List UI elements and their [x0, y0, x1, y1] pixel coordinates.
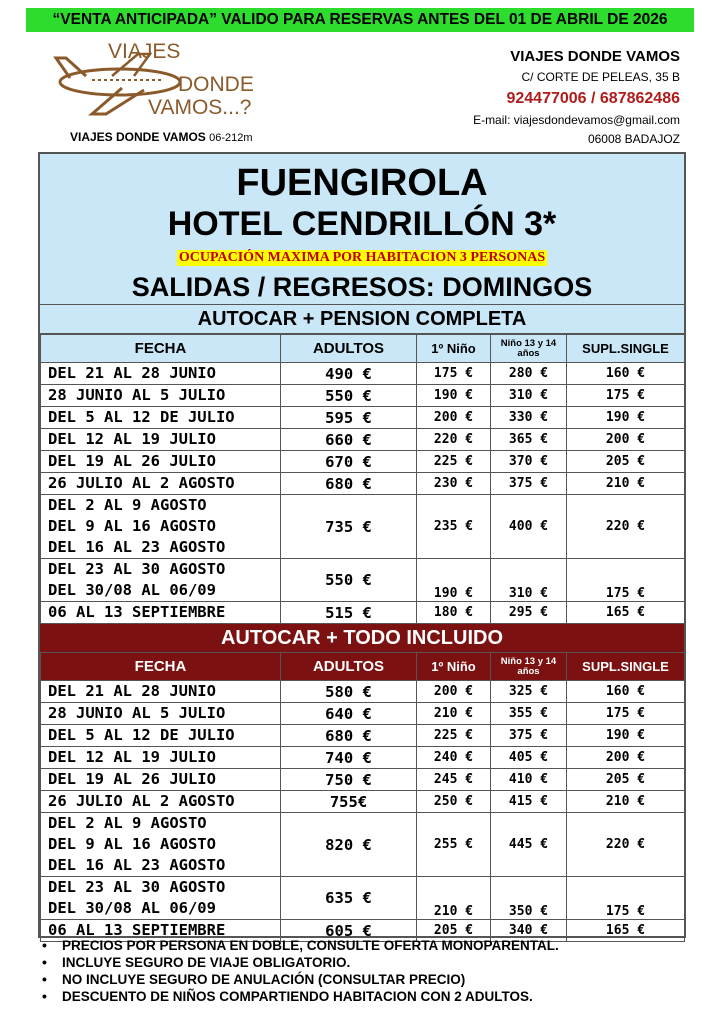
table-row — [41, 559, 685, 602]
date-cell — [41, 363, 281, 385]
table-row — [41, 725, 685, 747]
col-fecha: FECHA — [41, 335, 281, 363]
price-cell-adultos: 735 € — [281, 495, 417, 559]
table-row — [41, 813, 685, 877]
price-cell-adultos: 680 € — [281, 473, 417, 495]
price-cell-adultos: 750 € — [281, 769, 417, 791]
date-line: DEL 23 AL 30 AGOSTO — [48, 878, 226, 896]
price-cell-adultos: 635 € — [281, 877, 417, 920]
date-line: DEL 2 AL 9 AGOSTO — [48, 496, 207, 514]
price-cell-single: 175 € — [567, 385, 685, 407]
price-cell-nino13: 340 € — [491, 920, 567, 942]
rows-todo-incluido — [41, 681, 685, 942]
price-cell-nino1: 200 € — [417, 681, 491, 703]
price-cell-adultos: 740 € — [281, 747, 417, 769]
price-cell-nino13: 400 € — [491, 495, 567, 559]
price-cell-single: 200 € — [567, 429, 685, 451]
date-line: 06 AL 13 SEPTIEMBRE — [48, 921, 226, 939]
col-nino13: Niño 13 y 14 años — [491, 335, 567, 363]
price-cell-single: 205 € — [567, 769, 685, 791]
date-line: DEL 16 AL 23 AGOSTO — [48, 856, 226, 874]
price-cell-nino1: 200 € — [417, 407, 491, 429]
date-cell — [41, 429, 281, 451]
price-cell-single: 165 € — [567, 920, 685, 942]
agency-subtitle — [70, 130, 253, 144]
price-cell-single: 220 € — [567, 495, 685, 559]
date-line: 06 AL 13 SEPTIEMBRE — [48, 603, 226, 621]
price-cell-adultos: 670 € — [281, 451, 417, 473]
table-row — [41, 747, 685, 769]
price-cell-nino1: 240 € — [417, 747, 491, 769]
table-row — [41, 407, 685, 429]
contact-address: C/ CORTE DE PELEAS, 35 B — [521, 70, 680, 84]
price-cell-single: 175 € — [567, 559, 685, 602]
date-line: DEL 21 AL 28 JUNIO — [48, 364, 216, 382]
agency-subtitle-name: VIAJES DONDE VAMOS — [70, 130, 206, 144]
price-cell-adultos: 680 € — [281, 725, 417, 747]
date-line: 26 JULIO AL 2 AGOSTO — [48, 474, 235, 492]
date-line: 28 JUNIO AL 5 JULIO — [48, 386, 226, 404]
price-cell-adultos: 580 € — [281, 681, 417, 703]
notes-list — [40, 937, 559, 1005]
col-nino13: Niño 13 y 14 años — [491, 653, 567, 681]
price-cell-nino13: 330 € — [491, 407, 567, 429]
agency-license-code: 06-212m — [209, 132, 253, 144]
table-row — [41, 681, 685, 703]
price-cell-nino13: 375 € — [491, 473, 567, 495]
price-cell-nino13: 325 € — [491, 681, 567, 703]
occupancy-notice: OCUPACIÓN MAXIMA POR HABITACION 3 PERSONAS — [178, 250, 546, 265]
date-line: DEL 21 AL 28 JUNIO — [48, 682, 216, 700]
table-row — [41, 791, 685, 813]
date-line: DEL 9 AL 16 AGOSTO — [48, 835, 216, 853]
table-row — [41, 363, 685, 385]
price-cell-adultos: 755€ — [281, 791, 417, 813]
date-cell — [41, 473, 281, 495]
hotel-name: HOTEL CENDRILLÓN 3* — [167, 205, 557, 243]
note-item: • PRECIOS POR PERSONA EN DOBLE, CONSULTE OFERTA MONOPARENTAL. — [40, 937, 559, 954]
table-row — [41, 495, 685, 559]
date-cell — [41, 791, 281, 813]
col-adultos: ADULTOS — [281, 653, 417, 681]
price-cell-nino1: 190 € — [417, 559, 491, 602]
contact-block — [473, 46, 680, 149]
date-cell — [41, 725, 281, 747]
price-table-pension-completa — [40, 334, 685, 624]
col-adultos: ADULTOS — [281, 335, 417, 363]
col-fecha: FECHA — [41, 653, 281, 681]
price-cell-nino1: 235 € — [417, 495, 491, 559]
date-cell — [41, 559, 281, 602]
table-row — [41, 703, 685, 725]
price-cell-nino13: 365 € — [491, 429, 567, 451]
table-row — [41, 385, 685, 407]
price-cell-adultos: 660 € — [281, 429, 417, 451]
price-cell-nino1: 225 € — [417, 725, 491, 747]
col-nino1: 1º Niño — [417, 335, 491, 363]
price-cell-adultos: 605 € — [281, 920, 417, 942]
logo-text-1: VIAJES — [108, 40, 181, 63]
price-cell-nino1: 210 € — [417, 703, 491, 725]
col-single: SUPL.SINGLE — [567, 653, 685, 681]
date-cell — [41, 385, 281, 407]
price-cell-nino1: 210 € — [417, 877, 491, 920]
departure-days: SALIDAS / REGRESOS: DOMINGOS — [40, 270, 684, 305]
note-item: • DESCUENTO DE NIÑOS COMPARTIENDO HABITACION CON 2 ADULTOS. — [40, 988, 559, 1005]
date-cell — [41, 451, 281, 473]
price-cell-nino1: 255 € — [417, 813, 491, 877]
price-sheet — [38, 152, 686, 938]
price-cell-nino1: 180 € — [417, 602, 491, 624]
price-cell-nino13: 350 € — [491, 877, 567, 920]
price-cell-single: 190 € — [567, 725, 685, 747]
date-cell — [41, 407, 281, 429]
date-line: DEL 5 AL 12 DE JULIO — [48, 408, 235, 426]
table-row — [41, 473, 685, 495]
contact-name: VIAJES DONDE VAMOS — [510, 48, 680, 65]
price-cell-single: 220 € — [567, 813, 685, 877]
destination-title: FUENGIROLA — [236, 162, 488, 204]
section-title-pension-completa: AUTOCAR + PENSION COMPLETA — [197, 308, 527, 330]
date-line: 28 JUNIO AL 5 JULIO — [48, 704, 226, 722]
price-cell-nino1: 175 € — [417, 363, 491, 385]
contact-email: E-mail: viajesdondevamos@gmail.com — [473, 113, 680, 127]
date-line: DEL 9 AL 16 AGOSTO — [48, 517, 216, 535]
rows-pension-completa — [41, 363, 685, 624]
price-cell-nino1: 205 € — [417, 920, 491, 942]
date-cell — [41, 877, 281, 920]
logo-text-3: VAMOS...? — [148, 96, 252, 119]
table-row — [41, 769, 685, 791]
date-line: DEL 12 AL 19 JULIO — [48, 430, 216, 448]
price-cell-adultos: 550 € — [281, 385, 417, 407]
price-cell-nino13: 355 € — [491, 703, 567, 725]
price-cell-nino13: 445 € — [491, 813, 567, 877]
table-row — [41, 429, 685, 451]
section-title-todo-incluido: AUTOCAR + TODO INCLUIDO — [40, 624, 684, 652]
table-row — [41, 451, 685, 473]
price-cell-single: 165 € — [567, 602, 685, 624]
price-cell-nino1: 245 € — [417, 769, 491, 791]
price-cell-nino13: 410 € — [491, 769, 567, 791]
price-cell-single: 205 € — [567, 451, 685, 473]
price-cell-single: 160 € — [567, 681, 685, 703]
price-cell-nino1: 250 € — [417, 791, 491, 813]
price-cell-nino1: 225 € — [417, 451, 491, 473]
price-cell-single: 175 € — [567, 877, 685, 920]
date-cell — [41, 703, 281, 725]
price-cell-nino13: 370 € — [491, 451, 567, 473]
date-cell — [41, 769, 281, 791]
date-cell — [41, 602, 281, 624]
price-cell-adultos: 550 € — [281, 559, 417, 602]
table-row — [41, 602, 685, 624]
price-table-todo-incluido — [40, 652, 685, 942]
price-cell-nino13: 415 € — [491, 791, 567, 813]
date-cell — [41, 747, 281, 769]
logo-text-2: DONDE — [178, 73, 254, 96]
col-nino1: 1º Niño — [417, 653, 491, 681]
offer-header — [40, 154, 684, 334]
price-cell-adultos: 640 € — [281, 703, 417, 725]
date-line: DEL 30/08 AL 06/09 — [48, 899, 216, 917]
price-cell-nino13: 295 € — [491, 602, 567, 624]
date-line: DEL 19 AL 26 JULIO — [48, 770, 216, 788]
contact-phones: 924477006 / 687862486 — [506, 90, 680, 107]
date-line: DEL 12 AL 19 JULIO — [48, 748, 216, 766]
price-cell-adultos: 595 € — [281, 407, 417, 429]
price-cell-single: 190 € — [567, 407, 685, 429]
date-line: DEL 2 AL 9 AGOSTO — [48, 814, 207, 832]
date-cell — [41, 495, 281, 559]
price-cell-nino13: 405 € — [491, 747, 567, 769]
price-cell-nino1: 220 € — [417, 429, 491, 451]
price-cell-single: 175 € — [567, 703, 685, 725]
agency-logo — [52, 40, 282, 132]
date-cell — [41, 681, 281, 703]
price-cell-single: 210 € — [567, 791, 685, 813]
price-cell-single: 160 € — [567, 363, 685, 385]
price-cell-single: 210 € — [567, 473, 685, 495]
price-cell-nino1: 190 € — [417, 385, 491, 407]
price-cell-adultos: 820 € — [281, 813, 417, 877]
col-single: SUPL.SINGLE — [567, 335, 685, 363]
date-cell — [41, 813, 281, 877]
date-line: DEL 16 AL 23 AGOSTO — [48, 538, 226, 556]
price-cell-nino13: 310 € — [491, 385, 567, 407]
price-cell-nino13: 375 € — [491, 725, 567, 747]
date-line: 26 JULIO AL 2 AGOSTO — [48, 792, 235, 810]
price-cell-adultos: 490 € — [281, 363, 417, 385]
date-line: DEL 19 AL 26 JULIO — [48, 452, 216, 470]
date-line: DEL 23 AL 30 AGOSTO — [48, 560, 226, 578]
table-row — [41, 877, 685, 920]
note-item: • NO INCLUYE SEGURO DE ANULACIÓN (CONSULTAR PRECIO) — [40, 971, 559, 988]
price-cell-nino13: 280 € — [491, 363, 567, 385]
date-line: DEL 30/08 AL 06/09 — [48, 581, 216, 599]
price-cell-single: 200 € — [567, 747, 685, 769]
price-cell-nino1: 230 € — [417, 473, 491, 495]
note-item: • INCLUYE SEGURO DE VIAJE OBLIGATORIO. — [40, 954, 559, 971]
price-cell-nino13: 310 € — [491, 559, 567, 602]
promo-banner: “VENTA ANTICIPADA” VALIDO PARA RESERVAS ANTES DEL 01 DE ABRIL DE 2026 — [26, 8, 694, 32]
price-cell-adultos: 515 € — [281, 602, 417, 624]
contact-city: 06008 BADAJOZ — [587, 132, 680, 146]
date-line: DEL 5 AL 12 DE JULIO — [48, 726, 235, 744]
